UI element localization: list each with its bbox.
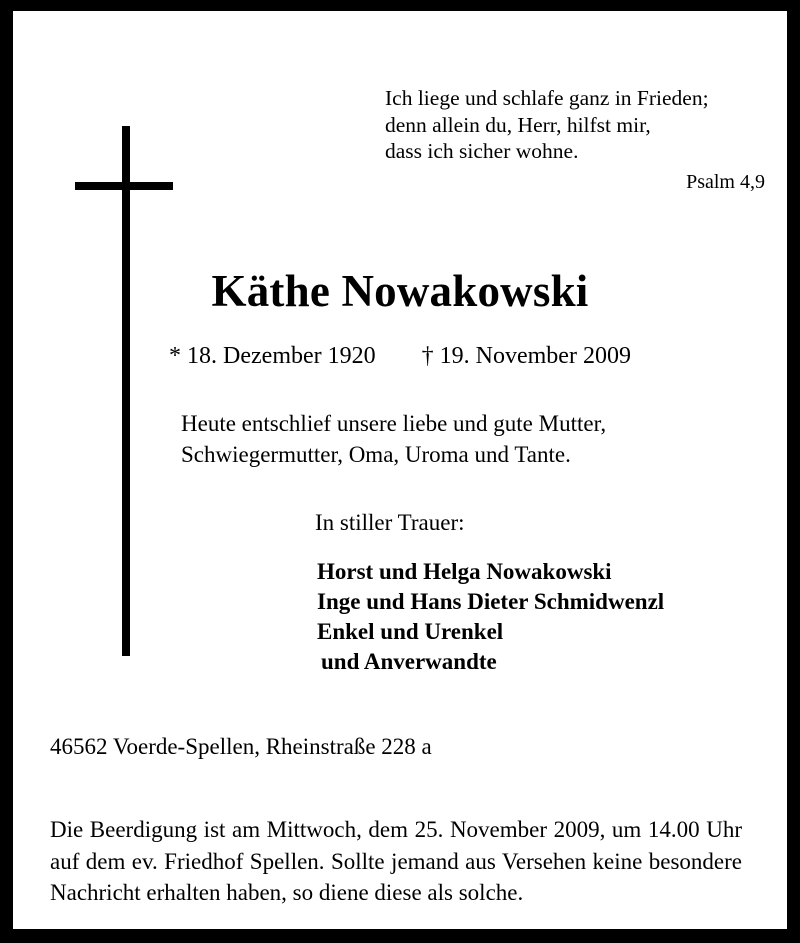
latin-cross-icon — [62, 126, 182, 671]
cross-vertical-bar — [122, 126, 130, 656]
notice-paper — [13, 11, 787, 929]
birth-symbol: * — [169, 343, 182, 369]
cross-horizontal-bar — [75, 182, 173, 190]
death-symbol: † — [421, 343, 434, 369]
birth-date: 18. Dezember 1920 — [187, 343, 376, 369]
verse-line-2: denn allein du, Herr, hilfst mir, — [385, 112, 651, 137]
verse-line-3: dass ich sicher wohne. — [385, 139, 579, 163]
mourning-label: In stiller Trauer: — [315, 510, 465, 535]
death-date: 19. November 2009 — [439, 343, 631, 369]
address-line: 46562 Voerde-Spellen, Rheinstraße 228 a — [50, 734, 432, 759]
mourner-line: Inge und Hans Dieter Schmidwenzl — [317, 589, 665, 614]
mourner-line: Horst und Helga Nowakowski — [317, 559, 612, 584]
relationship-line-2: Schwiegermutter, Oma, Uroma und Tante. — [181, 442, 571, 467]
bible-verse — [385, 85, 765, 195]
relationship-line-1: Heute entschlief unsere liebe und gute Mutter, — [181, 411, 607, 436]
life-dates — [26, 343, 774, 370]
funeral-details: Die Beerdigung ist am Mittwoch, dem 25. November 2009, um 14.00 Uhr auf dem ev. Friedhof Spellen. Sollte jemand aus Versehen keine besondere Nachricht erhalten haben, so diene diese als solche. — [50, 817, 742, 905]
deceased-name: Käthe Nowakowski — [211, 266, 589, 316]
mourner-line: und Anverwandte — [321, 649, 497, 674]
verse-reference: Psalm 4,9 — [686, 170, 765, 193]
mourners-list — [317, 557, 664, 677]
mourner-line: Enkel und Urenkel — [317, 619, 504, 644]
verse-line-1: Ich liege und schlafe ganz in Frieden; — [385, 86, 709, 110]
relationship-text — [181, 408, 781, 470]
